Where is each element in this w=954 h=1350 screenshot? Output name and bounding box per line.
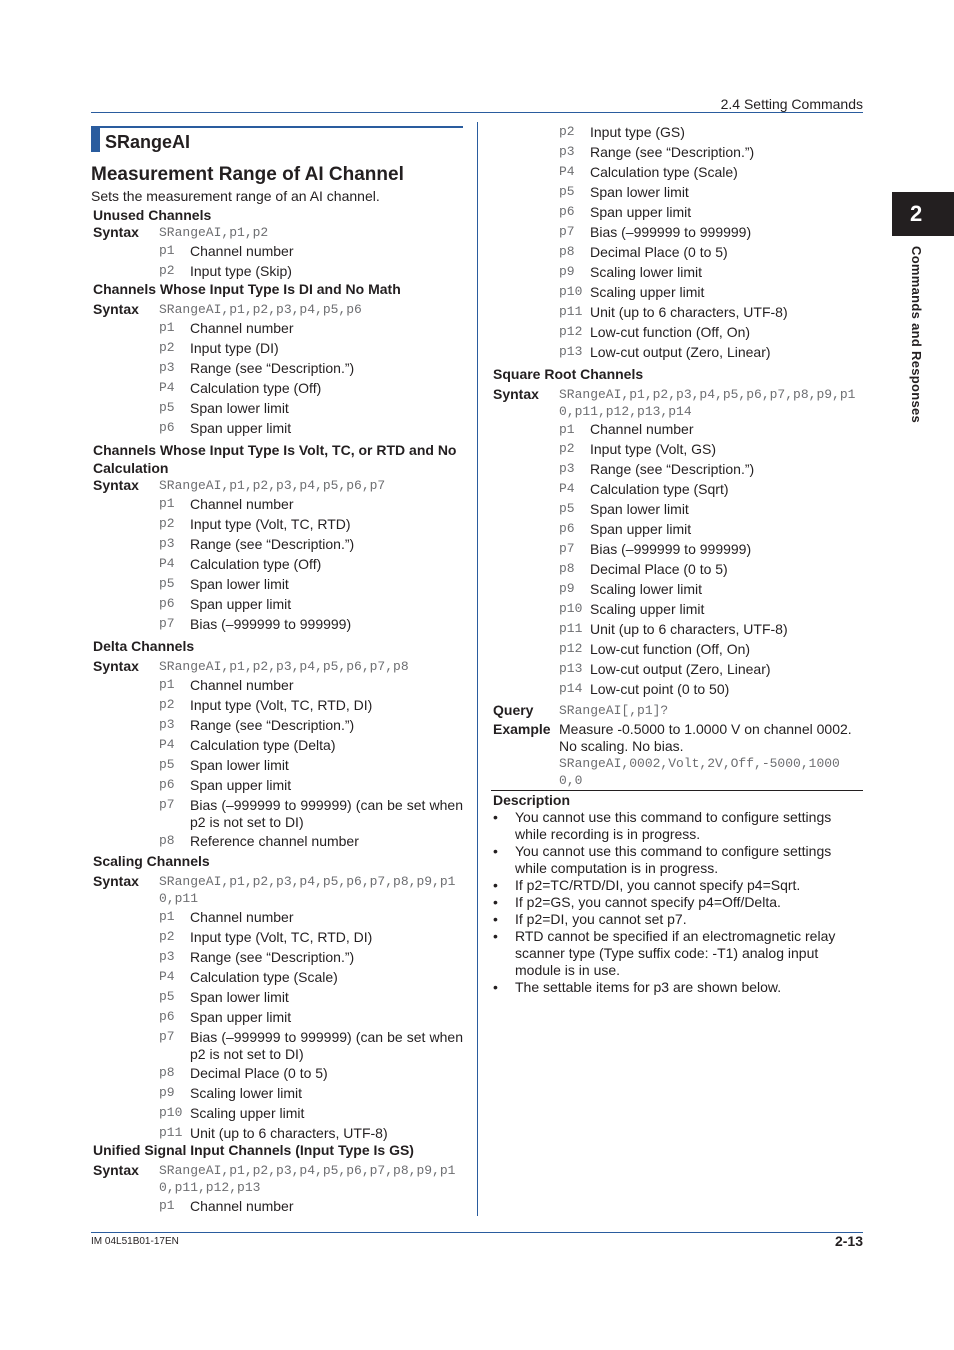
param-desc: Calculation type (Delta): [190, 737, 336, 753]
param-desc: Bias (–999999 to 999999): [190, 616, 352, 632]
param-row: [491, 342, 863, 362]
example-body: [559, 721, 863, 789]
param-row: [91, 514, 463, 534]
command-name: SRangeAI: [105, 132, 191, 152]
param-desc: Decimal Place (0 to 5): [590, 244, 728, 260]
param-row: [91, 775, 463, 795]
param-name: p9: [559, 581, 575, 596]
section-gs-channels: [91, 1141, 463, 1216]
param-desc: Span lower limit: [190, 400, 289, 416]
param-name: p8: [159, 1065, 175, 1080]
param-name: p2: [159, 516, 175, 531]
param-name: p3: [159, 536, 175, 551]
param-name: P4: [559, 481, 575, 496]
description-item: [491, 894, 851, 911]
query-example-block: [491, 702, 863, 789]
description-text: You cannot use this command to configure settings while recording is in progress.: [515, 809, 832, 842]
syntax-code: SRangeAI,p1,p2: [159, 225, 269, 240]
param-desc: Unit (up to 6 characters, UTF-8): [590, 304, 788, 320]
param-row: [491, 499, 863, 519]
param-name: p10: [159, 1105, 183, 1120]
section-heading: Delta Channels: [93, 638, 195, 654]
param-name: P4: [559, 164, 575, 179]
param-desc: Span upper limit: [190, 596, 292, 612]
param-name: p7: [159, 616, 175, 631]
param-name: p7: [559, 224, 575, 239]
param-desc: Scaling upper limit: [590, 284, 705, 300]
document-number: IM 04L51B01-17EN: [91, 1236, 179, 1247]
section-heading: Unused Channels: [93, 207, 212, 223]
footer-rule: [91, 1232, 863, 1233]
description-item: [491, 877, 851, 894]
param-row: [91, 795, 463, 831]
param-name: p1: [159, 909, 175, 924]
command-lead: Sets the measurement range of an AI channel.: [91, 188, 380, 204]
syntax-row: [91, 1162, 463, 1196]
param-desc: Span upper limit: [190, 420, 292, 436]
param-row: [91, 338, 463, 358]
param-name: p5: [559, 184, 575, 199]
syntax-label: Syntax: [93, 1162, 139, 1178]
param-desc: Calculation type (Off): [190, 556, 322, 572]
param-name: p10: [559, 284, 583, 299]
column-divider: [477, 122, 478, 1216]
param-desc: Decimal Place (0 to 5): [590, 561, 728, 577]
description-text: You cannot use this command to configure settings while computation is in progress.: [515, 843, 832, 876]
param-desc: Span lower limit: [190, 576, 289, 592]
param-desc: Input type (Volt, TC, RTD): [190, 516, 351, 532]
param-row: [91, 1196, 463, 1216]
param-desc: Range (see “Description.”): [590, 461, 755, 477]
page-title: Measurement Range of AI Channel: [91, 164, 404, 185]
param-row: [491, 439, 863, 459]
param-name: p8: [159, 833, 175, 848]
param-row: [91, 967, 463, 987]
param-desc: Scaling lower limit: [190, 1085, 303, 1101]
description-text: RTD cannot be specified if an electromagnetic relay scanner type (Type suffix code: -T1) analog input module is in use.: [515, 928, 836, 978]
bullet-icon: •: [493, 809, 498, 825]
param-name: p6: [159, 1009, 175, 1024]
param-row: [91, 755, 463, 775]
syntax-code: SRangeAI,p1,p2,p3,p4,p5,p6: [159, 302, 362, 317]
param-row: [91, 614, 463, 634]
param-row: [91, 987, 463, 1007]
description-heading: Description: [493, 792, 571, 808]
bullet-icon: •: [493, 877, 498, 893]
param-desc: Channel number: [190, 1198, 294, 1214]
command-heading-rule: [91, 126, 463, 128]
param-desc: Input type (Volt, GS): [590, 441, 717, 457]
bullet-icon: •: [493, 979, 498, 995]
section-di-channels: [91, 280, 463, 438]
param-desc: Unit (up to 6 characters, UTF-8): [590, 621, 788, 637]
param-name: p1: [159, 677, 175, 692]
param-row: [91, 378, 463, 398]
param-name: p5: [159, 757, 175, 772]
param-name: p6: [159, 596, 175, 611]
param-desc: Low-cut output (Zero, Linear): [590, 344, 771, 360]
description-text: If p2=DI, you cannot set p7.: [515, 911, 687, 927]
param-name: p7: [559, 541, 575, 556]
param-row: [91, 594, 463, 614]
param-name: p3: [159, 949, 175, 964]
syntax-row: [91, 873, 463, 907]
param-desc: Scaling lower limit: [590, 264, 703, 280]
param-desc: Input type (DI): [190, 340, 279, 356]
section-volt-tc-rtd: [91, 441, 463, 634]
param-name: p7: [159, 797, 175, 812]
example-text: Measure -0.5000 to 1.0000 V on channel 0002. No scaling. No bias.: [559, 721, 852, 754]
param-row: [491, 659, 863, 679]
syntax-label: Syntax: [93, 873, 139, 889]
example-label: Example: [493, 721, 551, 737]
syntax-row: [91, 477, 463, 494]
param-name: p5: [159, 576, 175, 591]
param-name: p10: [559, 601, 583, 616]
param-row: [91, 318, 463, 338]
param-desc: Bias (–999999 to 999999): [590, 224, 752, 240]
param-row: [491, 539, 863, 559]
param-desc: Channel number: [190, 909, 294, 925]
param-desc: Low-cut output (Zero, Linear): [590, 661, 771, 677]
description-block: [491, 791, 851, 996]
param-row: [91, 907, 463, 927]
syntax-row: [91, 224, 463, 241]
param-desc: Scaling lower limit: [590, 581, 703, 597]
syntax-label: Syntax: [93, 658, 139, 674]
section-heading: Scaling Channels: [93, 853, 210, 869]
param-name: p12: [559, 641, 583, 656]
description-text: If p2=GS, you cannot specify p4=Off/Delta.: [515, 894, 781, 910]
param-row: [91, 418, 463, 438]
param-row: [491, 322, 863, 342]
param-row: [91, 534, 463, 554]
section-scaling-channels: [91, 852, 463, 1143]
page-number: 2-13: [834, 1233, 863, 1249]
param-desc: Bias (–999999 to 999999) (can be set when p2 is not set to DI): [190, 1029, 463, 1062]
param-name: p14: [559, 681, 583, 696]
param-name: p3: [159, 360, 175, 375]
param-row: [91, 735, 463, 755]
param-row: [491, 182, 863, 202]
param-name: P4: [159, 380, 175, 395]
section-sqrt-channels: [491, 365, 863, 699]
param-desc: Channel number: [590, 421, 694, 437]
param-row: [91, 1007, 463, 1027]
param-desc: Input type (Skip): [190, 263, 292, 279]
section-heading: Channels Whose Input Type Is DI and No Math: [93, 281, 401, 297]
header-rule: [91, 112, 863, 113]
param-name: p1: [159, 243, 175, 258]
param-name: p2: [559, 441, 575, 456]
param-name: p2: [159, 340, 175, 355]
param-desc: Bias (–999999 to 999999) (can be set when p2 is not set to DI): [190, 797, 463, 830]
param-desc: Calculation type (Scale): [590, 164, 738, 180]
param-row: [491, 142, 863, 162]
param-row: [91, 831, 463, 851]
section-heading: Channels Whose Input Type Is Volt, TC, or RTD and No Calculation: [93, 442, 457, 476]
param-name: p2: [159, 697, 175, 712]
param-name: p7: [159, 1029, 175, 1044]
param-row: [91, 241, 463, 261]
param-row: [491, 519, 863, 539]
running-header: 2.4 Setting Commands: [720, 96, 863, 112]
param-desc: Channel number: [190, 243, 294, 259]
param-name: p6: [559, 204, 575, 219]
param-desc: Channel number: [190, 677, 294, 693]
param-name: p13: [559, 661, 583, 676]
param-row: [491, 262, 863, 282]
param-desc: Calculation type (Off): [190, 380, 322, 396]
param-desc: Span lower limit: [190, 757, 289, 773]
param-name: P4: [159, 737, 175, 752]
param-row: [491, 559, 863, 579]
param-name: p8: [559, 244, 575, 259]
query-code: SRangeAI[,p1]?: [559, 703, 669, 718]
syntax-label: Syntax: [93, 301, 139, 317]
param-row: [491, 282, 863, 302]
syntax-code: SRangeAI,p1,p2,p3,p4,p5,p6,p7,p8,p9,p10,p11: [159, 874, 456, 906]
param-desc: Low-cut point (0 to 50): [590, 681, 730, 697]
param-row: [491, 302, 863, 322]
param-name: p12: [559, 324, 583, 339]
param-desc: Range (see “Description.”): [590, 144, 755, 160]
param-desc: Channel number: [190, 320, 294, 336]
param-row: [91, 1063, 463, 1083]
chapter-tab: 2: [892, 192, 954, 236]
param-desc: Input type (Volt, TC, RTD, DI): [190, 697, 373, 713]
section-unused-channels: [91, 206, 463, 281]
param-name: p1: [159, 1198, 175, 1213]
param-desc: Range (see “Description.”): [190, 717, 355, 733]
syntax-row: [491, 386, 863, 420]
param-desc: Span upper limit: [190, 777, 292, 793]
param-name: p3: [159, 717, 175, 732]
syntax-label: Syntax: [493, 386, 539, 402]
param-row: [91, 715, 463, 735]
param-desc: Scaling upper limit: [190, 1105, 305, 1121]
param-row: [91, 947, 463, 967]
param-row: [91, 695, 463, 715]
param-row: [491, 162, 863, 182]
param-desc: Low-cut function (Off, On): [590, 641, 751, 657]
param-row: [91, 574, 463, 594]
param-row: [491, 679, 863, 699]
param-name: P4: [159, 556, 175, 571]
param-name: p1: [159, 496, 175, 511]
param-row: [91, 261, 463, 281]
param-desc: Calculation type (Scale): [190, 969, 338, 985]
param-row: [491, 599, 863, 619]
param-row: [491, 619, 863, 639]
param-name: p5: [159, 989, 175, 1004]
param-desc: Span lower limit: [190, 989, 289, 1005]
param-row: [491, 222, 863, 242]
param-desc: Input type (GS): [590, 124, 685, 140]
param-row: [91, 398, 463, 418]
chapter-tab-label: Commands and Responses: [909, 246, 924, 424]
query-row: [491, 702, 863, 719]
param-name: p2: [559, 124, 575, 139]
param-row: [91, 494, 463, 514]
param-row: [491, 579, 863, 599]
param-desc: Span lower limit: [590, 184, 689, 200]
param-row: [91, 1027, 463, 1063]
param-name: p13: [559, 344, 583, 359]
param-desc: Scaling upper limit: [590, 601, 705, 617]
param-name: p1: [559, 422, 575, 437]
section-heading: Square Root Channels: [493, 366, 644, 382]
param-desc: Span lower limit: [590, 501, 689, 517]
param-desc: Low-cut function (Off, On): [590, 324, 751, 340]
description-item: [491, 843, 851, 877]
param-name: p11: [559, 304, 583, 319]
param-row: [491, 242, 863, 262]
param-name: p11: [559, 621, 583, 636]
syntax-label: Syntax: [93, 224, 139, 240]
param-name: p3: [559, 461, 575, 476]
param-name: p9: [559, 264, 575, 279]
param-row: [91, 358, 463, 378]
description-item: [491, 928, 851, 979]
command-heading-marker: [91, 128, 100, 152]
param-desc: Range (see “Description.”): [190, 949, 355, 965]
param-name: P4: [159, 969, 175, 984]
param-row: [491, 479, 863, 499]
description-text: If p2=TC/RTD/DI, you cannot specify p4=Sqrt.: [515, 877, 801, 893]
bullet-icon: •: [493, 928, 498, 944]
param-desc: Channel number: [190, 496, 294, 512]
query-label: Query: [493, 702, 534, 718]
param-row: [91, 1083, 463, 1103]
param-name: p1: [159, 320, 175, 335]
param-row: [91, 675, 463, 695]
bullet-icon: •: [493, 894, 498, 910]
param-name: p5: [559, 501, 575, 516]
syntax-code: SRangeAI,p1,p2,p3,p4,p5,p6,p7,p8,p9,p10,p11,p12,p13: [159, 1163, 456, 1195]
section-gs-continued: [491, 122, 863, 362]
param-name: p5: [159, 400, 175, 415]
param-name: p9: [159, 1085, 175, 1100]
syntax-row: [91, 301, 463, 318]
param-name: p2: [159, 263, 175, 278]
example-code: SRangeAI,0002,Volt,2V,Off,-5000,10000,0: [559, 756, 840, 788]
param-row: [491, 459, 863, 479]
param-row: [91, 927, 463, 947]
param-name: p6: [159, 777, 175, 792]
description-item: [491, 979, 851, 996]
syntax-row: [91, 658, 463, 675]
example-row: [491, 721, 863, 789]
param-desc: Range (see “Description.”): [190, 536, 355, 552]
param-desc: Decimal Place (0 to 5): [190, 1065, 328, 1081]
param-name: p6: [559, 521, 575, 536]
param-desc: Span upper limit: [190, 1009, 292, 1025]
param-row: [491, 420, 863, 439]
param-desc: Bias (–999999 to 999999): [590, 541, 752, 557]
param-desc: Reference channel number: [190, 833, 359, 849]
section-heading: Unified Signal Input Channels (Input Type Is GS): [93, 1142, 414, 1158]
syntax-code: SRangeAI,p1,p2,p3,p4,p5,p6,p7,p8,p9,p10,p11,p12,p13,p14: [559, 387, 856, 419]
bullet-icon: •: [493, 843, 498, 859]
param-name: p6: [159, 420, 175, 435]
description-item: [491, 809, 851, 843]
param-row: [91, 1123, 463, 1143]
syntax-label: Syntax: [93, 477, 139, 493]
param-name: p8: [559, 561, 575, 576]
param-desc: Span upper limit: [590, 521, 692, 537]
syntax-code: SRangeAI,p1,p2,p3,p4,p5,p6,p7,p8: [159, 659, 409, 674]
param-row: [491, 639, 863, 659]
param-desc: Calculation type (Sqrt): [590, 481, 729, 497]
param-name: p2: [159, 929, 175, 944]
param-desc: Span upper limit: [590, 204, 692, 220]
param-row: [91, 554, 463, 574]
param-desc: Unit (up to 6 characters, UTF-8): [190, 1125, 388, 1141]
section-delta-channels: [91, 637, 463, 851]
param-desc: Range (see “Description.”): [190, 360, 355, 376]
param-row: [91, 1103, 463, 1123]
param-row: [491, 122, 863, 142]
description-item: [491, 911, 851, 928]
param-name: p11: [159, 1125, 183, 1140]
param-row: [491, 202, 863, 222]
param-desc: Input type (Volt, TC, RTD, DI): [190, 929, 373, 945]
bullet-icon: •: [493, 911, 498, 927]
param-name: p3: [559, 144, 575, 159]
description-text: The settable items for p3 are shown below.: [515, 979, 782, 995]
syntax-code: SRangeAI,p1,p2,p3,p4,p5,p6,p7: [159, 478, 386, 493]
